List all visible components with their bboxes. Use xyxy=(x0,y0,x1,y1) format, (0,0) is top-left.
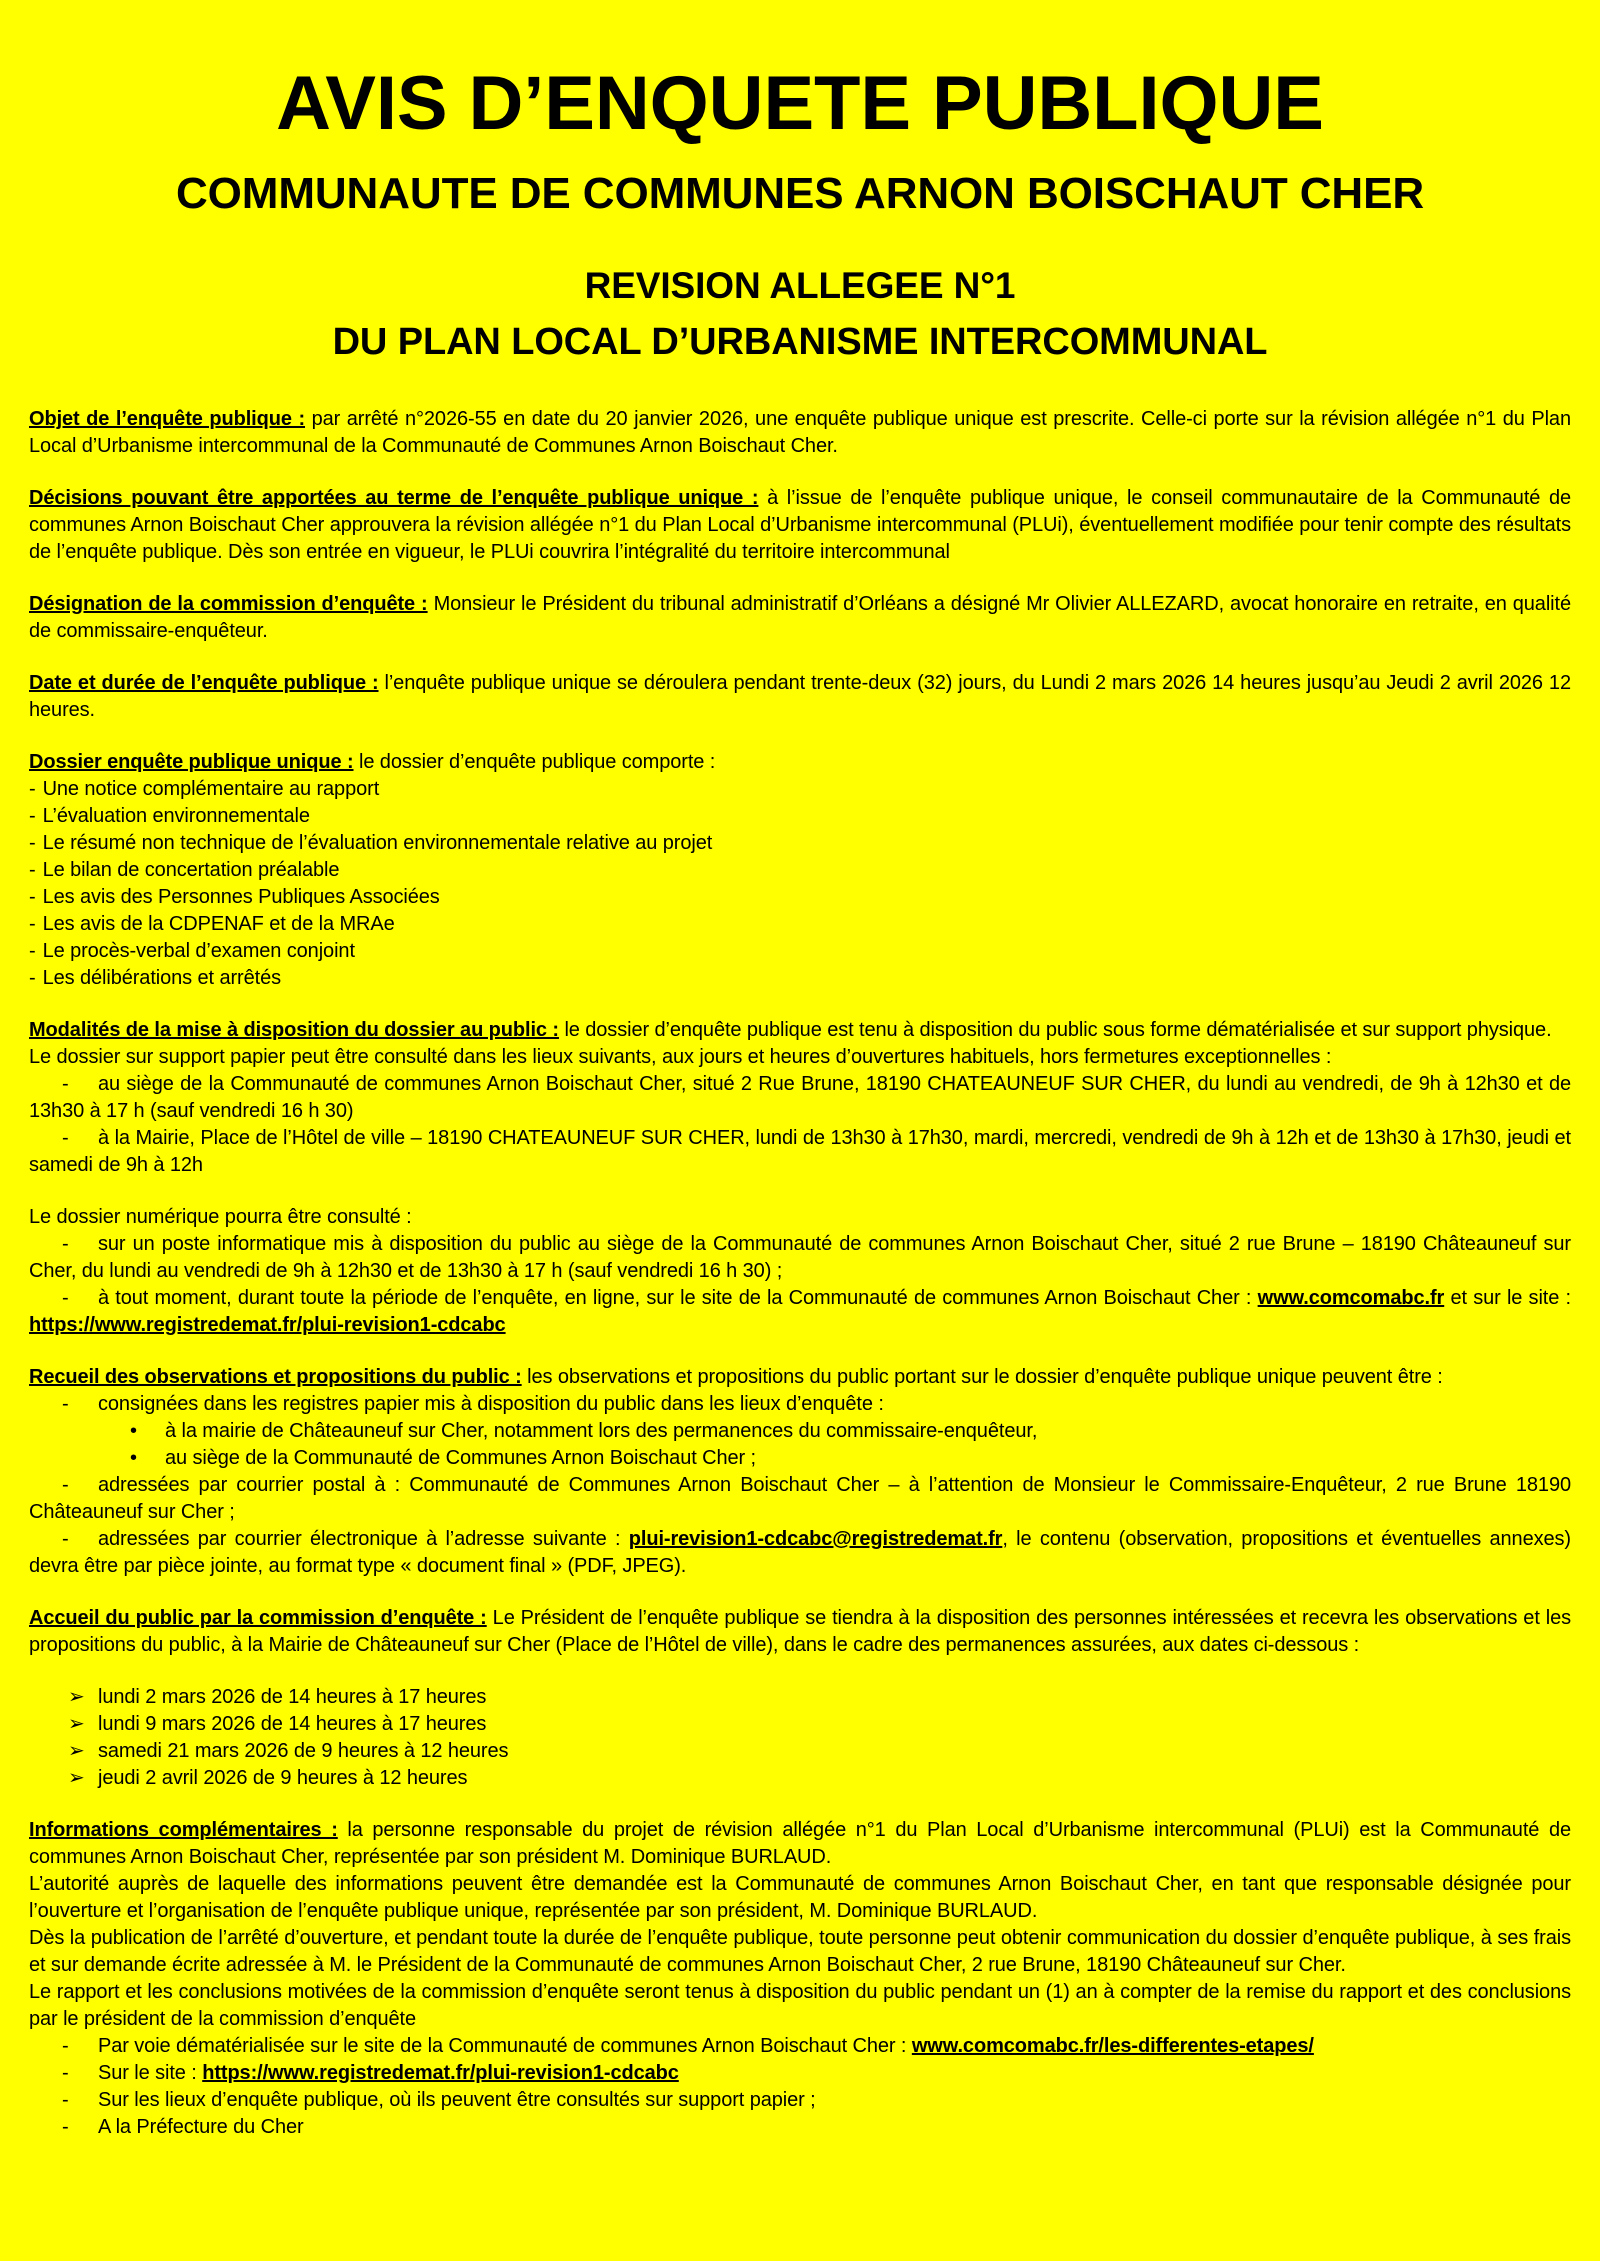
dossier-item: Le procès-verbal d’examen conjoint xyxy=(42,939,355,962)
link-comcomabc-etapes[interactable]: www.comcomabc.fr/les-differentes-etapes/ xyxy=(911,2034,1314,2057)
recueil-item: adressées par courrier postal à : Communauté de Communes Arnon Boischaut Cher – à l’attention de Monsieur le Commissaire-Enquêteur, 2 rue Brune 18190 Châteauneuf sur Cher ; xyxy=(29,1473,1571,1523)
decisions-heading: Décisions pouvant être apportées au terme de l’enquête publique unique : xyxy=(29,486,759,509)
recueil-sub-item: au siège de la Communauté de Communes Arnon Boischaut Cher ; xyxy=(165,1446,757,1469)
section-infos xyxy=(29,1817,1571,2141)
recueil-intro: les observations et propositions du public portant sur le dossier d’enquête publique unique peuvent être : xyxy=(527,1365,1443,1388)
list-item xyxy=(29,1418,1571,1445)
dash-marker: - xyxy=(62,2115,69,2138)
list-item xyxy=(29,1071,1571,1125)
section-dossier xyxy=(29,749,1571,992)
dash-marker: - xyxy=(29,777,36,800)
section-decisions xyxy=(29,485,1571,566)
list-item xyxy=(29,2114,1571,2141)
modalites-paper-intro: Le dossier sur support papier peut être consulté dans les lieux suivants, aux jours et heures d’ouvertures habituels, hors fermetures exceptionnelles : xyxy=(29,1045,1332,1068)
list-item xyxy=(29,2060,1571,2087)
dash-marker: - xyxy=(62,1286,69,1309)
list-item xyxy=(29,1391,1571,1418)
recueil-item-text: , le contenu (observation, propositions et éventuelles annexes) devra être par pièce jointe, au format type « document final » (PDF, JPEG). xyxy=(29,1527,1571,1577)
link-comcomabc[interactable]: www.comcomabc.fr xyxy=(1257,1286,1445,1309)
public-notice-page xyxy=(0,61,1600,2261)
dossier-item: L’évaluation environnementale xyxy=(42,804,310,827)
date-duree-heading: Date et durée de l’enquête publique : xyxy=(29,671,379,694)
section-date-duree xyxy=(29,670,1571,724)
bullet-marker: • xyxy=(130,1446,137,1469)
infos-item: A la Préfecture du Cher xyxy=(98,2115,304,2138)
dossier-item: Les délibérations et arrêtés xyxy=(42,966,282,989)
arrow-marker: ➢ xyxy=(68,1739,85,1762)
dossier-item: Le bilan de concertation préalable xyxy=(42,858,340,881)
list-item xyxy=(29,1472,1571,1526)
section-dossier-numerique xyxy=(29,1204,1571,1339)
dash-marker: - xyxy=(29,831,36,854)
list-item xyxy=(29,2033,1571,2060)
list-item xyxy=(29,938,1571,965)
recueil-sub-item: à la mairie de Châteauneuf sur Cher, notamment lors des permanences du commissaire-enquêteur, xyxy=(165,1419,1038,1442)
date-duree-text: l’enquête publique unique se déroulera pendant trente-deux (32) jours, du Lundi 2 mars 2026 14 heures jusqu’au Jeudi 2 avril 2026 12 heures. xyxy=(29,671,1571,721)
numerique-intro: Le dossier numérique pourra être consulté : xyxy=(29,1205,412,1228)
list-item xyxy=(29,1526,1571,1580)
dash-marker: - xyxy=(29,885,36,908)
numerique-item-text: à tout moment, durant toute la période de l’enquête, en ligne, sur le site de la Communauté de communes Arnon Boischaut Cher : xyxy=(98,1286,1258,1309)
dash-marker: - xyxy=(62,2088,69,2111)
dash-marker: - xyxy=(62,1126,69,1149)
numerique-item: sur un poste informatique mis à disposition du public au siège de la Communauté de communes Arnon Boischaut Cher, situé 2 rue Brune – 18190 Châteauneuf sur Cher, du lundi au vendredi de 9h à 12h30 et de 13h30 à 17 h (sauf vendredi 16 h 30) ; xyxy=(29,1232,1571,1282)
list-item xyxy=(29,1684,1571,1711)
list-item xyxy=(29,1765,1571,1792)
dash-marker: - xyxy=(29,966,36,989)
recueil-item-text: adressées par courrier électronique à l’adresse suivante : xyxy=(98,1527,629,1550)
infos-heading: Informations complémentaires : xyxy=(29,1818,338,1841)
notice-plui-line: DU PLAN LOCAL D’URBANISME INTERCOMMUNAL xyxy=(332,320,1268,363)
list-item xyxy=(29,2087,1571,2114)
modalites-text: le dossier d’enquête publique est tenu à disposition du public sous forme dématérialisée et sur support physique. xyxy=(564,1018,1552,1041)
list-item xyxy=(29,776,1571,803)
notice-title: AVIS D’ENQUETE PUBLIQUE xyxy=(276,61,1324,146)
dossier-item: Le résumé non technique de l’évaluation environnementale relative au projet xyxy=(42,831,713,854)
list-item xyxy=(29,1445,1571,1472)
dossier-item: Les avis de la CDPENAF et de la MRAe xyxy=(42,912,395,935)
designation-text: Monsieur le Président du tribunal administratif d’Orléans a désigné Mr Olivier ALLEZARD, avocat honoraire en retraite, en qualité de commissaire-enquêteur. xyxy=(29,592,1571,642)
objet-heading: Objet de l’enquête publique : xyxy=(29,407,306,430)
numerique-item-text: et sur le site : xyxy=(1444,1286,1571,1309)
link-registredemat[interactable]: https://www.registredemat.fr/plui-revision1-cdcabc xyxy=(29,1313,506,1336)
permanence-date: jeudi 2 avril 2026 de 9 heures à 12 heures xyxy=(98,1766,468,1789)
permanence-date: samedi 21 mars 2026 de 9 heures à 12 heures xyxy=(98,1739,509,1762)
section-recueil xyxy=(29,1364,1571,1580)
list-item xyxy=(29,830,1571,857)
infos-item-text: Sur le site : xyxy=(98,2061,203,2084)
recueil-item: consignées dans les registres papier mis à disposition du public dans les lieux d’enquête : xyxy=(98,1392,884,1415)
modalites-item: au siège de la Communauté de communes Arnon Boischaut Cher, situé 2 Rue Brune, 18190 CHATEAUNEUF SUR CHER, du lundi au vendredi, de 9h à 12h30 et de 13h30 à 17 h (sauf vendredi 16 h 30) xyxy=(29,1072,1571,1122)
dossier-intro: le dossier d’enquête publique comporte : xyxy=(358,750,716,773)
decisions-text: à l’issue de l’enquête publique unique, le conseil communautaire de la Communauté de communes Arnon Boischaut Cher approuvera la révision allégée n°1 du Plan Local d’Urbanisme intercommunal (PLUi), éventuellement modifiée pour tenir compte des résultats de l’enquête publique. Dès son entrée en vigueur, le PLUi couvrira l’intégralité du territoire intercommunal xyxy=(29,486,1572,563)
list-item xyxy=(29,1738,1571,1765)
list-item xyxy=(29,1231,1571,1285)
dash-marker: - xyxy=(62,1527,69,1550)
infos-p3: Dès la publication de l’arrêté d’ouverture, et pendant toute la durée de l’enquête publique, toute personne peut obtenir communication du dossier d’enquête publique, à ses frais et sur demande écrite adressée à M. le Président de la Communauté de communes Arnon Boischaut Cher, 2 rue Brune, 18190 Châteauneuf sur Cher. xyxy=(29,1926,1571,1976)
notice-revision-line: REVISION ALLEGEE N°1 xyxy=(584,265,1016,307)
dash-marker: - xyxy=(29,858,36,881)
infos-p4: Le rapport et les conclusions motivées de la commission d’enquête seront tenus à disposition du public pendant un (1) an à compter de la remise du rapport et des conclusions par le président de la commission d’enquête xyxy=(29,1980,1571,2030)
dash-marker: - xyxy=(29,939,36,962)
designation-heading: Désignation de la commission d’enquête : xyxy=(29,592,428,615)
section-designation xyxy=(29,591,1571,645)
dash-marker: - xyxy=(62,1473,69,1496)
section-accueil xyxy=(29,1605,1571,1792)
list-item xyxy=(29,857,1571,884)
modalites-item: à la Mairie, Place de l’Hôtel de ville – 18190 CHATEAUNEUF SUR CHER, lundi de 13h30 à 17h30, mardi, mercredi, vendredi de 9h à 12h et de 13h30 à 17h30, jeudi et samedi de 9h à 12h xyxy=(29,1126,1571,1176)
dossier-item: Les avis des Personnes Publiques Associées xyxy=(42,885,440,908)
objet-text: par arrêté n°2026-55 en date du 20 janvier 2026, une enquête publique unique est prescrite. Celle-ci porte sur la révision allégée n°1 du Plan Local d’Urbanisme intercommunal de la Communauté de Communes Arnon Boischaut Cher. xyxy=(29,407,1571,457)
list-item xyxy=(29,1125,1571,1179)
permanence-date: lundi 9 mars 2026 de 14 heures à 17 heures xyxy=(98,1712,487,1735)
section-modalites xyxy=(29,1017,1571,1179)
recueil-heading: Recueil des observations et propositions du public : xyxy=(29,1365,522,1388)
accueil-text: Le Président de l’enquête publique se tiendra à la disposition des personnes intéressées et recevra les observations et les propositions du public, à la Mairie de Châteauneuf sur Cher (Place de l’Hôtel de ville), dans le cadre des permanences assurées, aux dates ci-dessous : xyxy=(29,1606,1571,1656)
list-item xyxy=(29,884,1571,911)
list-item xyxy=(29,803,1571,830)
dash-marker: - xyxy=(62,2034,69,2057)
arrow-marker: ➢ xyxy=(68,1766,85,1789)
dash-marker: - xyxy=(62,1072,69,1095)
arrow-marker: ➢ xyxy=(68,1712,85,1735)
list-item xyxy=(29,965,1571,992)
bullet-marker: • xyxy=(130,1419,137,1442)
infos-item-text: Par voie dématérialisée sur le site de la Communauté de communes Arnon Boischaut Cher : xyxy=(98,2034,912,2057)
infos-p1: la personne responsable du projet de révision allégée n°1 du Plan Local d’Urbanisme intercommunal (PLUi) est la Communauté de communes Arnon Boischaut Cher, représentée par son président M. Dominique BURLAUD. xyxy=(29,1818,1571,1868)
dash-marker: - xyxy=(29,804,36,827)
accueil-heading: Accueil du public par la commission d’enquête : xyxy=(29,1606,487,1629)
dash-marker: - xyxy=(62,1232,69,1255)
dash-marker: - xyxy=(29,912,36,935)
arrow-marker: ➢ xyxy=(68,1685,85,1708)
infos-item: Sur les lieux d’enquête publique, où ils peuvent être consultés sur support papier ; xyxy=(98,2088,816,2111)
notice-subtitle: COMMUNAUTE DE COMMUNES ARNON BOISCHAUT CHER xyxy=(175,168,1425,218)
list-item xyxy=(29,1285,1571,1339)
infos-p2: L’autorité auprès de laquelle des informations peuvent être demandée est la Communauté de communes Arnon Boischaut Cher, en tant que responsable désignée pour l’ouverture et l’organisation de l’enquête publique unique, représentée par son président, M. Dominique BURLAUD. xyxy=(29,1872,1571,1922)
link-registredemat-2[interactable]: https://www.registredemat.fr/plui-revision1-cdcabc xyxy=(202,2061,679,2084)
dossier-item: Une notice complémentaire au rapport xyxy=(42,777,380,800)
modalites-heading: Modalités de la mise à disposition du dossier au public : xyxy=(29,1018,559,1041)
dossier-heading: Dossier enquête publique unique : xyxy=(29,750,354,773)
list-item xyxy=(29,1711,1571,1738)
dash-marker: - xyxy=(62,1392,69,1415)
list-item xyxy=(29,911,1571,938)
section-objet xyxy=(29,406,1571,460)
dash-marker: - xyxy=(62,2061,69,2084)
link-email-registredemat[interactable]: plui-revision1-cdcabc@registredemat.fr xyxy=(628,1527,1003,1550)
permanence-date: lundi 2 mars 2026 de 14 heures à 17 heures xyxy=(98,1685,487,1708)
